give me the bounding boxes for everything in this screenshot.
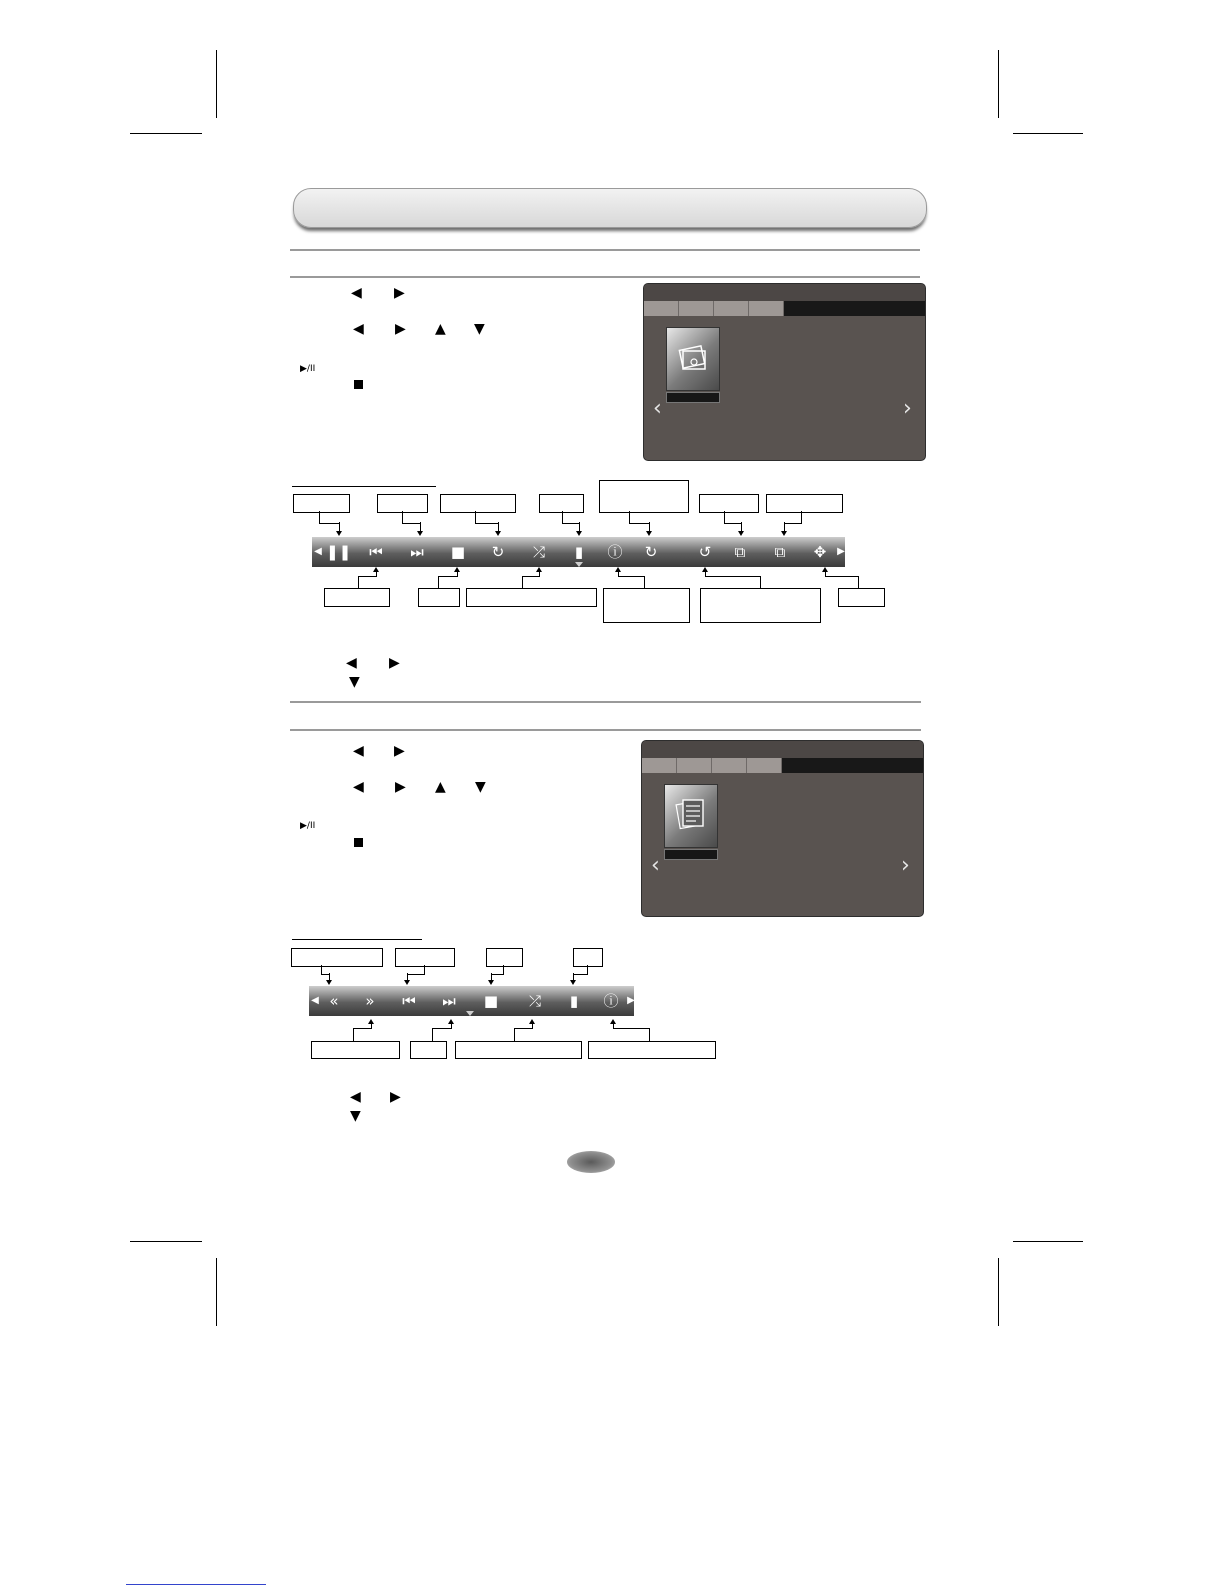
section-rule bbox=[290, 249, 920, 251]
down-arrow-icon: ▼ bbox=[474, 321, 485, 337]
screen-prev-arrow[interactable]: ‹ bbox=[651, 853, 660, 878]
callout-box bbox=[291, 948, 383, 967]
screen-tabs bbox=[642, 758, 923, 773]
callout-connector bbox=[784, 511, 802, 524]
next-track-icon[interactable]: ⏭ bbox=[442, 992, 456, 1010]
screen-tab[interactable] bbox=[679, 301, 714, 316]
arrow-head bbox=[336, 531, 342, 536]
zoom-in-icon[interactable]: ⧉ bbox=[734, 543, 746, 561]
pause-icon[interactable]: ❚❚ bbox=[326, 543, 352, 561]
right-arrow-icon: ▶ bbox=[394, 285, 405, 301]
toolbar-scroll-right-icon[interactable]: ▶ bbox=[627, 995, 635, 1006]
screen-tab[interactable] bbox=[642, 758, 677, 773]
callout-connector bbox=[319, 511, 340, 524]
play-pause-icon: ▶/II bbox=[300, 821, 316, 831]
right-arrow-icon: ▶ bbox=[389, 655, 400, 671]
callout-box bbox=[311, 1041, 400, 1059]
callout-box bbox=[324, 588, 390, 607]
info-icon[interactable]: ⓘ bbox=[603, 992, 619, 1010]
callout-box bbox=[766, 494, 843, 513]
shuffle-icon[interactable]: ⤮ bbox=[528, 992, 541, 1010]
stop-icon[interactable]: ■ bbox=[450, 543, 466, 561]
up-arrow-icon: ▲ bbox=[435, 321, 446, 337]
section-rule bbox=[290, 729, 921, 731]
selection-marker-icon bbox=[466, 1011, 474, 1016]
photo-menu-screen bbox=[643, 283, 926, 461]
crop-mark bbox=[130, 1241, 202, 1242]
callout-connector bbox=[432, 1028, 452, 1042]
fast-forward-icon[interactable]: » bbox=[365, 992, 375, 1010]
page-title-bar bbox=[293, 188, 927, 228]
selection-marker-icon bbox=[575, 562, 583, 567]
screen-tab[interactable] bbox=[714, 301, 749, 316]
arrow-head bbox=[404, 980, 410, 985]
left-arrow-icon: ◀ bbox=[351, 285, 362, 301]
screen-tab[interactable] bbox=[644, 301, 679, 316]
shuffle-icon[interactable]: ⤮ bbox=[532, 543, 545, 561]
toolbar-scroll-right-icon[interactable]: ▶ bbox=[837, 546, 845, 557]
rewind-icon[interactable]: « bbox=[329, 992, 339, 1010]
stop-icon bbox=[354, 380, 363, 389]
photo-icon bbox=[667, 328, 719, 390]
subheading-underline bbox=[292, 486, 436, 487]
callout-box bbox=[418, 588, 460, 607]
arrow-head bbox=[488, 980, 494, 985]
left-arrow-icon: ◀ bbox=[346, 655, 357, 671]
screen-tab[interactable] bbox=[712, 758, 747, 773]
right-arrow-icon: ▶ bbox=[394, 743, 405, 759]
callout-connector bbox=[573, 965, 588, 975]
screen-top-strip bbox=[642, 741, 923, 758]
prev-track-icon[interactable]: ⏮ bbox=[402, 992, 416, 1010]
callout-connector bbox=[353, 1028, 372, 1042]
stop-icon bbox=[354, 838, 363, 847]
toolbar-scroll-left-icon[interactable]: ◀ bbox=[311, 995, 319, 1006]
photo-folder-thumbnail[interactable] bbox=[666, 327, 720, 391]
section-rule bbox=[290, 276, 920, 278]
crop-mark bbox=[216, 50, 217, 118]
callout-connector bbox=[514, 1028, 533, 1042]
screen-top-strip bbox=[644, 284, 925, 301]
move-icon[interactable]: ✥ bbox=[813, 543, 827, 561]
screen-tab[interactable] bbox=[749, 301, 784, 316]
arrow-head bbox=[326, 980, 332, 985]
arrow-head bbox=[576, 531, 582, 536]
callout-box bbox=[466, 588, 597, 607]
callout-box bbox=[838, 588, 885, 607]
left-arrow-icon: ◀ bbox=[353, 743, 364, 759]
callout-connector bbox=[613, 1028, 650, 1042]
slideshow-icon[interactable]: ▮ bbox=[574, 543, 584, 561]
info-icon[interactable]: ⓘ bbox=[607, 543, 623, 561]
crop-mark bbox=[998, 50, 999, 118]
crop-mark bbox=[1013, 133, 1083, 134]
callout-connector bbox=[724, 511, 742, 524]
screen-prev-arrow[interactable]: ‹ bbox=[653, 396, 662, 421]
thumbnail-label bbox=[664, 849, 718, 860]
screen-next-arrow[interactable]: › bbox=[903, 396, 912, 421]
arrow-head bbox=[781, 531, 787, 536]
down-arrow-icon: ▼ bbox=[350, 1108, 361, 1124]
rotate-ccw-icon[interactable]: ↺ bbox=[698, 543, 712, 561]
screen-next-arrow[interactable]: › bbox=[901, 853, 910, 878]
prev-track-icon[interactable]: ⏮ bbox=[369, 543, 383, 561]
callout-connector bbox=[562, 511, 580, 524]
arrow-head bbox=[646, 531, 652, 536]
document-icon[interactable]: ▮ bbox=[569, 992, 579, 1010]
arrow-head bbox=[417, 531, 423, 536]
crop-mark bbox=[216, 1258, 217, 1326]
subheading-underline bbox=[292, 939, 422, 940]
crop-mark bbox=[998, 1258, 999, 1326]
crop-mark bbox=[1013, 1241, 1083, 1242]
callout-connector bbox=[402, 511, 421, 524]
up-arrow-icon: ▲ bbox=[435, 779, 446, 795]
callout-connector bbox=[475, 511, 499, 524]
repeat-icon[interactable]: ↻ bbox=[491, 543, 505, 561]
callout-connector bbox=[629, 511, 650, 524]
screen-tab[interactable] bbox=[677, 758, 712, 773]
arrow-head bbox=[738, 531, 744, 536]
play-pause-icon: ▶/II bbox=[300, 364, 316, 374]
callout-box bbox=[603, 588, 690, 623]
text-folder-thumbnail[interactable] bbox=[664, 784, 718, 848]
page-number-badge bbox=[567, 1151, 615, 1173]
section-rule bbox=[290, 701, 921, 703]
callout-box bbox=[395, 948, 455, 967]
down-arrow-icon: ▼ bbox=[349, 674, 360, 690]
left-arrow-icon: ◀ bbox=[353, 321, 364, 337]
text-menu-screen bbox=[641, 740, 924, 917]
rotate-cw-icon[interactable]: ↻ bbox=[644, 543, 658, 561]
callout-box bbox=[588, 1041, 716, 1059]
screen-tabs bbox=[644, 301, 925, 316]
crop-mark bbox=[130, 133, 202, 134]
callout-connector bbox=[407, 965, 425, 975]
next-track-icon[interactable]: ⏭ bbox=[410, 543, 424, 561]
down-arrow-icon: ▼ bbox=[475, 779, 486, 795]
zoom-out-icon[interactable]: ⧉ bbox=[774, 543, 786, 561]
arrow-head bbox=[495, 531, 501, 536]
right-arrow-icon: ▶ bbox=[395, 321, 406, 337]
stop-icon[interactable]: ■ bbox=[483, 992, 499, 1010]
right-arrow-icon: ▶ bbox=[390, 1089, 401, 1105]
toolbar-scroll-left-icon[interactable]: ◀ bbox=[314, 546, 322, 557]
screen-tab-fill bbox=[784, 301, 925, 316]
left-arrow-icon: ◀ bbox=[350, 1089, 361, 1105]
left-arrow-icon: ◀ bbox=[353, 779, 364, 795]
callout-box bbox=[700, 588, 821, 623]
screen-tab[interactable] bbox=[747, 758, 782, 773]
document-icon bbox=[665, 785, 717, 847]
screen-tab-fill bbox=[782, 758, 923, 773]
callout-box bbox=[455, 1041, 582, 1059]
arrow-head bbox=[570, 980, 576, 985]
callout-box bbox=[410, 1041, 447, 1059]
callout-box bbox=[599, 480, 689, 513]
thumbnail-label bbox=[666, 392, 720, 403]
right-arrow-icon: ▶ bbox=[395, 779, 406, 795]
